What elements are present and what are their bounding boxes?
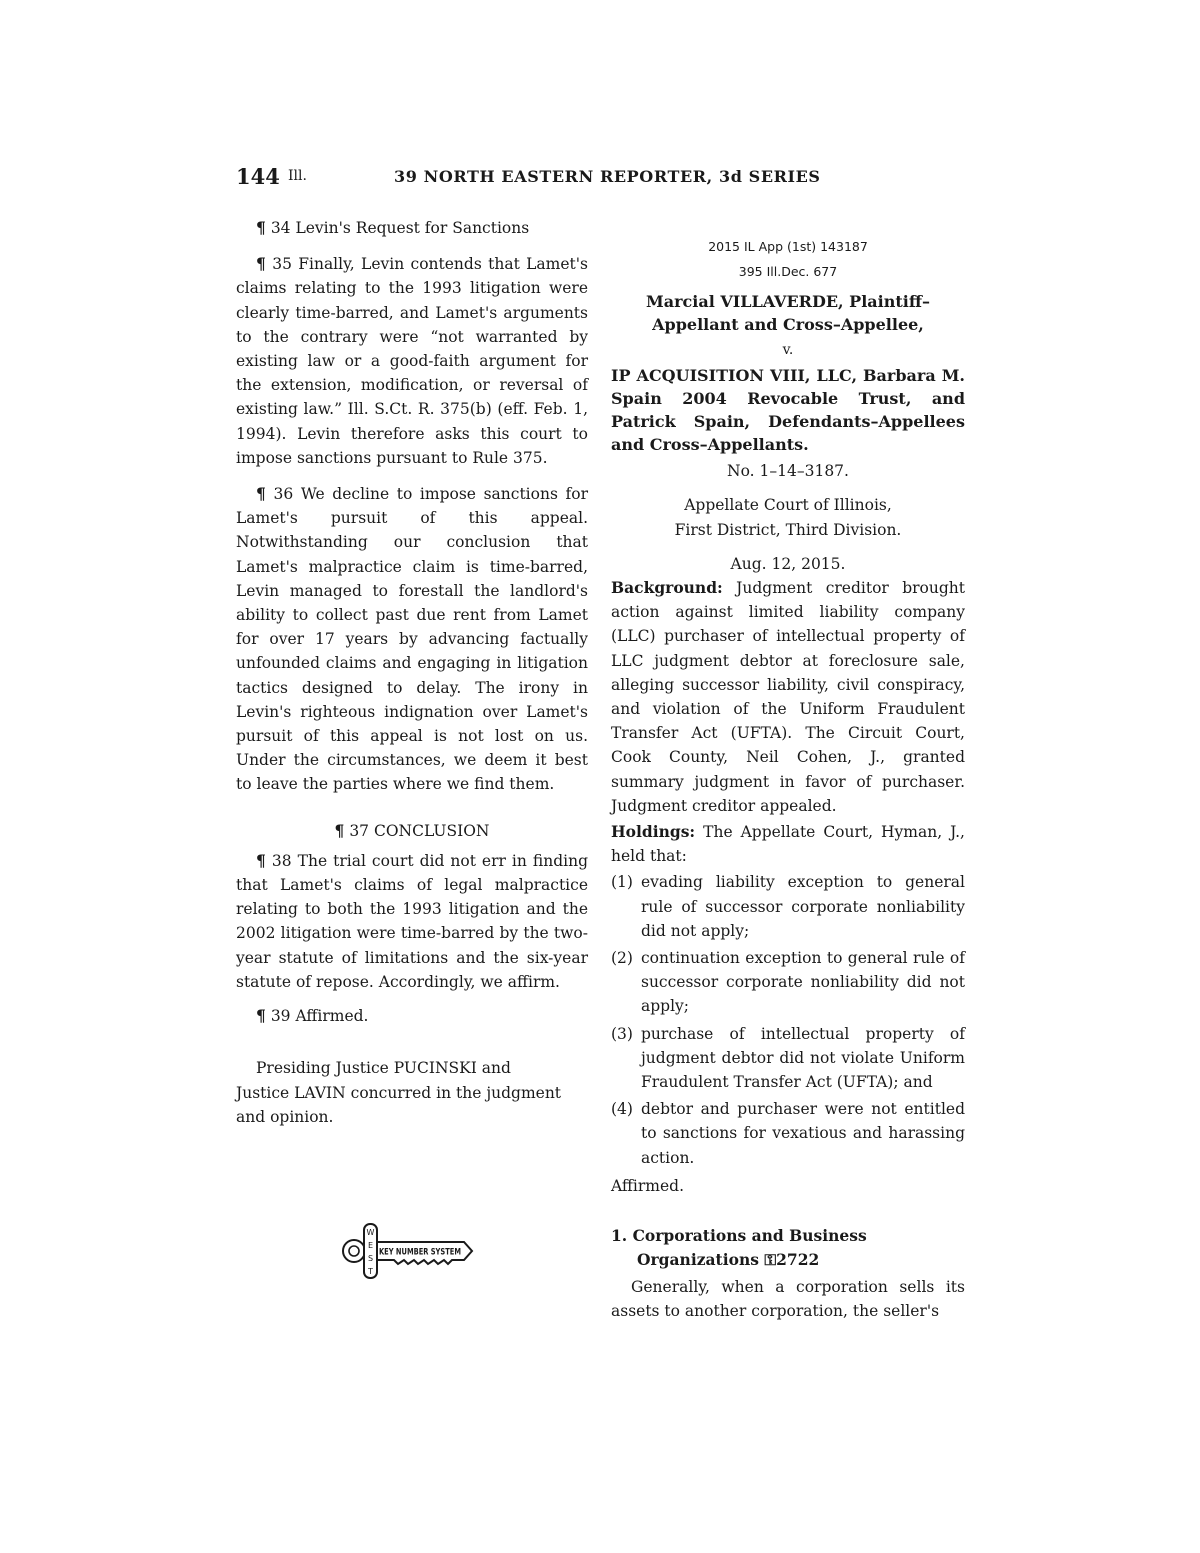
court-name-line1: Appellate Court of Illinois, <box>684 496 892 515</box>
illinois-decisions-citation: 395 Ill.Dec. 677 <box>738 264 838 279</box>
section-heading-conclusion: ¶ 37 CONCLUSION <box>334 820 490 840</box>
state-abbreviation: Ill. <box>288 168 307 184</box>
paragraph-35: ¶ 35 Finally, Levin contends that Lamet's claims relating to the 1993 litigation were clearly time-barred, and Lamet's arguments to the contrary were “not warranted by existing law or a good-faith argument for the extension, modification, or reversal of existing law.” Ill. S.Ct. R. 375(b) (eff. Feb. 1, 1994). Levin therefore asks this court to impose sanctions pursuant to Rule 375. <box>236 254 588 467</box>
section-heading-sanctions: ¶ 34 Levin's Request for Sanctions <box>256 218 530 237</box>
paragraph-39: ¶ 39 Affirmed. <box>256 1006 369 1026</box>
paragraph-36: ¶ 36 We decline to impose sanctions for Lamet's pursuit of this appeal. Notwithstanding our conclusion that Lamet's malpractice claim is time-barred, Levin managed to forestall the landlord's ability to collect past due rent from Lamet for over 17 years by advancing factually unfounded claims and engaging in litigation tactics designed to delay. The irony in Levin's righteous indignation over Lamet's pursuit of this appeal is not lost on us. Under the circumstances, we deem it best to leave the parties where we find them. <box>236 484 588 794</box>
headnote-1-title: 1. Corporations and Business Organizations ⚿2722 <box>611 1226 867 1270</box>
versus: v. <box>782 342 794 358</box>
defendants-caption: IP ACQUISITION VIII, LLC, Barbara M. Spain 2004 Revocable Trust, and Patrick Spain, Defendants–Appellees and Cross–Appellants. <box>611 366 965 455</box>
court-name-line2: First District, Third Division. <box>674 520 902 539</box>
concurrence: Presiding Justice PUCINSKI and Justice LAVIN concurred in the judgment and opinion. <box>236 1059 562 1126</box>
holding-item: (4) debtor and purchaser were not entitled to sanctions for vexatious and harassing action. <box>611 1100 965 1167</box>
logo-letter-t: T <box>368 1267 373 1276</box>
logo-letter-e: E <box>367 1241 374 1250</box>
paragraph-mark: ¶ <box>256 484 266 504</box>
headnote-1-text: Generally, when a corporation sells its assets to another corporation, the seller's <box>611 1277 965 1320</box>
paragraph-mark: ¶ <box>256 254 266 274</box>
holding-item: (2) continuation exception to general rule of successor corporate nonliability did not apply; <box>611 949 965 1016</box>
right-column <box>611 234 965 1323</box>
holding-item: (3) purchase of intellectual property of judgment debtor did not violate Uniform Fraudulent Transfer Act (UFTA); and <box>611 1024 965 1092</box>
docket-number: No. 1–14–3187. <box>727 462 849 481</box>
holdings-list <box>611 870 965 1169</box>
logo-text: KEY NUMBER SYSTEM <box>379 1247 461 1258</box>
holding-item: (1) evading liability exception to general rule of successor corporate nonliability did not apply; <box>611 873 965 940</box>
logo-letter-s: S <box>367 1254 374 1263</box>
logo-letter-w: W <box>366 1228 375 1237</box>
key-number-system-logo <box>340 1222 474 1280</box>
paragraph-mark: ¶ <box>256 1006 266 1026</box>
paragraph-38: ¶ 38 The trial court did not err in finding that Lamet's claims of legal malpractice relating to both the 1993 litigation and the 2002 litigation were time-barred by the two-year statute of limitations and the six-year statute of repose. Accordingly, we affirm. <box>236 850 588 991</box>
background-summary: Background: Judgment creditor brought action against limited liability company (LLC) purchaser of intellectual property of LLC judgment debtor at foreclosure sale, alleging successor liability, civil conspiracy, and violation of the Uniform Fraudulent Transfer Act (UFTA). The Circuit Court, Cook County, Neil Cohen, J., granted summary judgment in favor of purchaser. Judgment creditor appealed. <box>611 578 965 815</box>
public-domain-citation: 2015 IL App (1st) 143187 <box>708 239 868 254</box>
paragraph-mark: ¶ <box>256 218 266 237</box>
holdings-intro: Holdings: The Appellate Court, Hyman, J., held that: <box>611 822 965 866</box>
plaintiff-caption: Marcial VILLAVERDE, Plaintiff–Appellant and Cross–Appellee, <box>646 292 930 334</box>
page-number: 144 <box>236 164 280 189</box>
decision-date: Aug. 12, 2015. <box>730 554 846 573</box>
running-header <box>236 164 976 194</box>
reporter-title: 39 NORTH EASTERN REPORTER, 3d SERIES <box>394 167 821 186</box>
left-column <box>236 216 588 1129</box>
disposition: Affirmed. <box>611 1176 685 1195</box>
paragraph-mark: ¶ <box>256 850 266 870</box>
paragraph-mark: ¶ <box>334 820 345 840</box>
